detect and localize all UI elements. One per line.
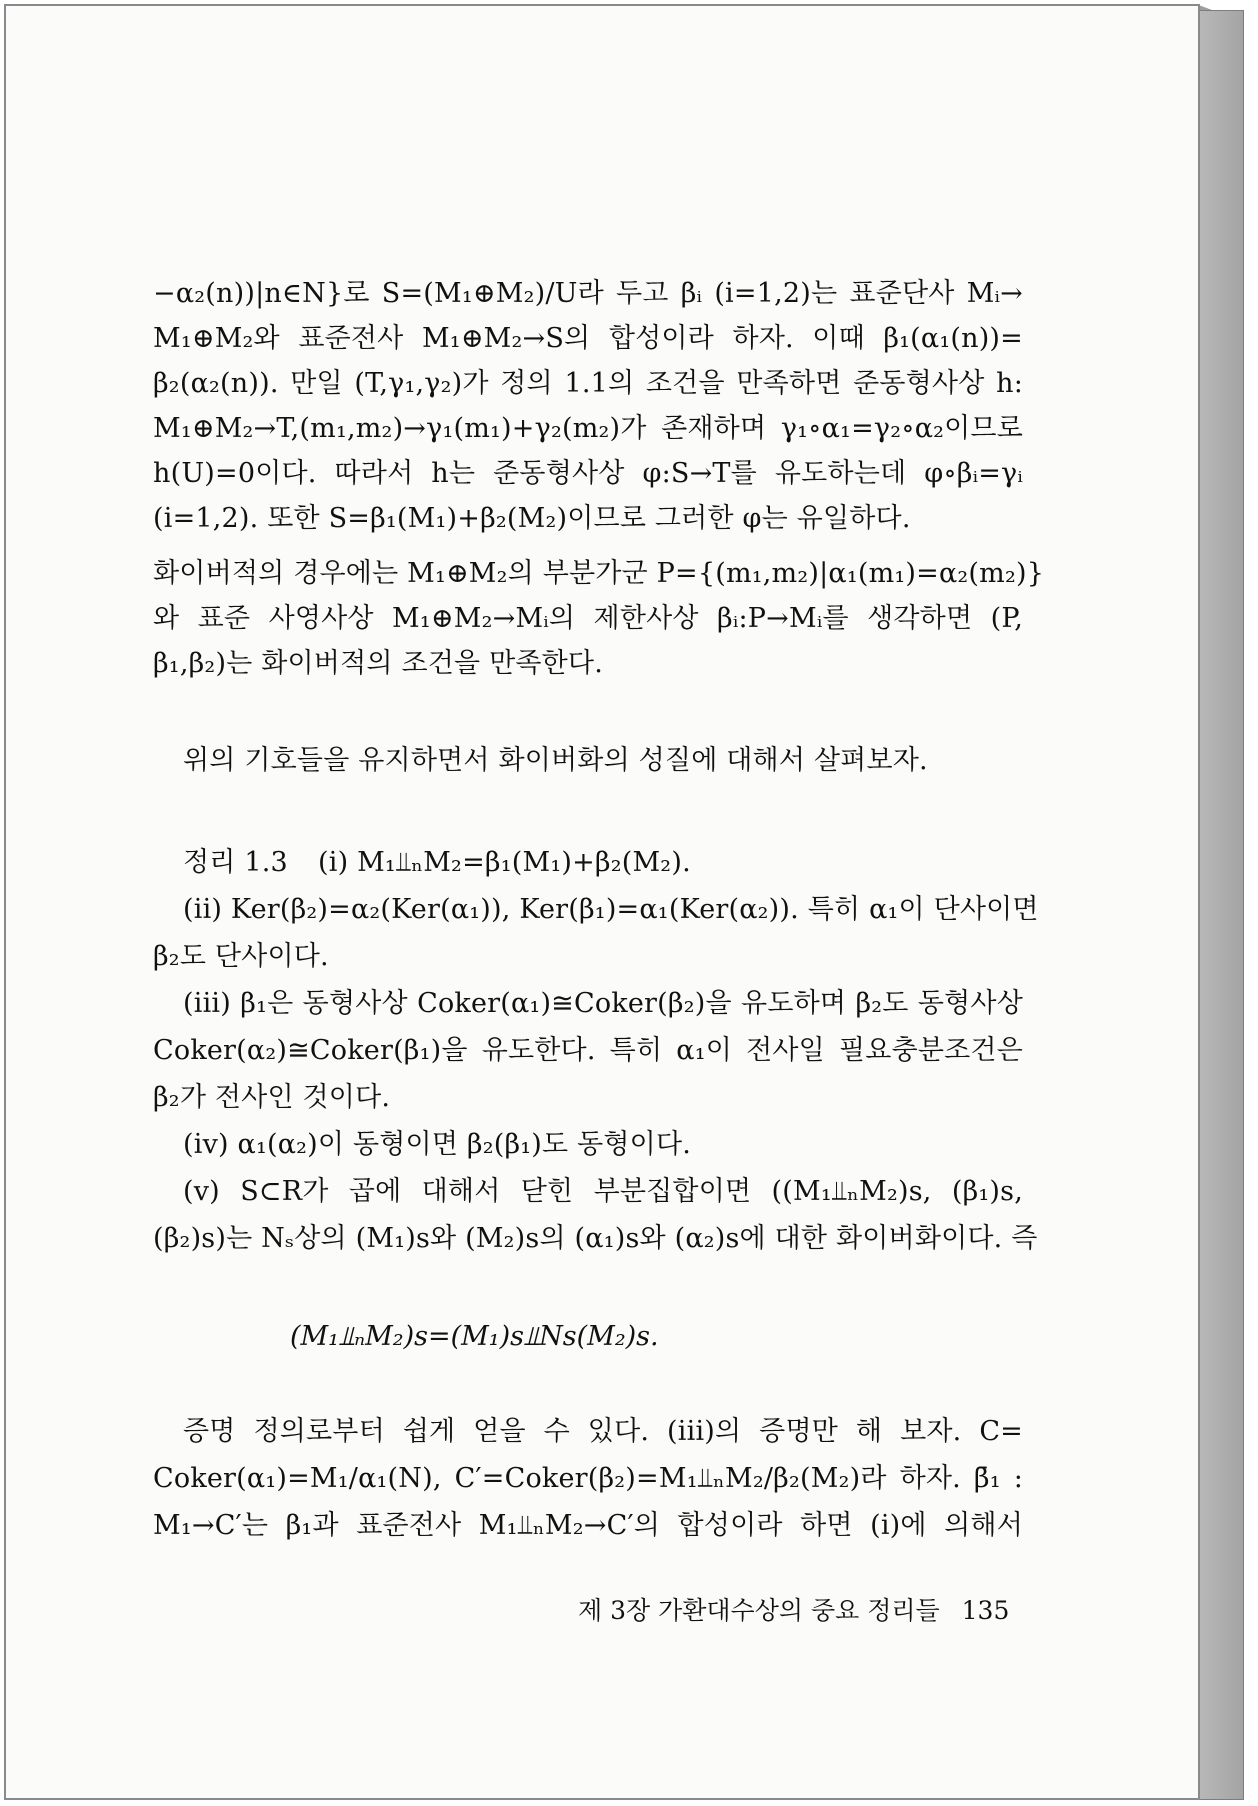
paragraph1-line1: −α₂(n))|n∈N}로 S=(M₁⊕M₂)/U라 두고 βᵢ (i=1,2)는 표준단사 Mᵢ→: [153, 278, 1023, 309]
theorem-item-v-cont: (β₂)s)는 Nₛ상의 (M₁)s와 (M₂)s의 (α₁)s와 (α₂)s에 대한 화이버화이다. 즉: [153, 1223, 1038, 1254]
paragraph1-line4: M₁⊕M₂→T,(m₁,m₂)→γ₁(m₁)+γ₂(m₂)가 존재하며 γ₁∘α₁=γ₂∘α₂이므로: [153, 413, 1023, 444]
theorem-item-iii: (iii) β₁은 동형사상 Coker(α₁)≅Coker(β₂)을 유도하며 β₂도 동형사상: [183, 988, 1023, 1019]
chapter-title: 제 3장 가환대수상의 중요 정리들: [578, 1596, 940, 1625]
paragraph1-line2: M₁⊕M₂와 표준전사 M₁⊕M₂→S의 합성이라 하자. 이때 β₁(α₁(n))=: [153, 323, 1023, 354]
paragraph2-line1: 화이버적의 경우에는 M₁⊕M₂의 부분가군 P={(m₁,m₂)|α₁(m₁)=α₂(m₂)}: [153, 558, 1045, 589]
proof-line1: 증명 정의로부터 쉽게 얻을 수 있다. (iii)의 증명만 해 보자. C=: [183, 1416, 1023, 1447]
proof-line2: Coker(α₁)=M₁/α₁(N), C′=Coker(β₂)=M₁⫫ₙM₂/β₂(M₂)라 하자. β̄₁ :: [153, 1463, 1023, 1494]
page-number: 135: [961, 1596, 1010, 1625]
paragraph2-line3: β₁,β₂)는 화이버적의 조건을 만족한다.: [153, 648, 603, 679]
theorem-item-ii: (ii) Ker(β₂)=α₂(Ker(α₁)), Ker(β₁)=α₁(Ker(α₂)). 특히 α₁이 단사이면: [183, 894, 1039, 925]
theorem-item-iv: (iv) α₁(α₂)이 동형이면 β₂(β₁)도 동형이다.: [183, 1129, 692, 1160]
theorem-equation: (M₁⫫ₙM₂)s=(M₁)s⫫Ns(M₂)s.: [290, 1321, 659, 1352]
paragraph3: 위의 기호들을 유지하면서 화이버화의 성질에 대해서 살펴보자.: [183, 745, 928, 776]
theorem-item-iii-cont1: Coker(α₂)≅Coker(β₁)을 유도한다. 특히 α₁이 전사일 필요충분조건은: [153, 1035, 1023, 1066]
theorem-item-v: (v) S⊂R가 곱에 대해서 닫힌 부분집합이면 ((M₁⫫ₙM₂)s, (β₁)s,: [183, 1176, 1023, 1207]
theorem-item-i: (i) M₁⫫ₙM₂=β₁(M₁)+β₂(M₂).: [318, 847, 691, 878]
page-edge: [1196, 10, 1244, 1800]
theorem-item-ii-cont: β₂도 단사이다.: [153, 941, 329, 972]
proof-line3: M₁→C′는 β₁과 표준전사 M₁⫫ₙM₂→C′의 합성이라 하면 (i)에 의해서: [153, 1510, 1023, 1541]
paragraph1-line5: h(U)=0이다. 따라서 h는 준동형사상 φ:S→T를 유도하는데 φ∘βᵢ=γᵢ: [153, 458, 1023, 489]
running-footer: [578, 1591, 1009, 1627]
theorem-item-iii-cont2: β₂가 전사인 것이다.: [153, 1082, 391, 1113]
theorem-title: 정리 1.3: [183, 847, 288, 878]
paragraph1-line6: (i=1,2). 또한 S=β₁(M₁)+β₂(M₂)이므로 그러한 φ는 유일하다.: [153, 503, 911, 534]
paragraph1-line3: β₂(α₂(n)). 만일 (T,γ₁,γ₂)가 정의 1.1의 조건을 만족하면 준동형사상 h:: [153, 368, 1023, 399]
paragraph2-line2: 와 표준 사영사상 M₁⊕M₂→Mᵢ의 제한사상 βᵢ:P→Mᵢ를 생각하면 (P,: [153, 603, 1023, 634]
